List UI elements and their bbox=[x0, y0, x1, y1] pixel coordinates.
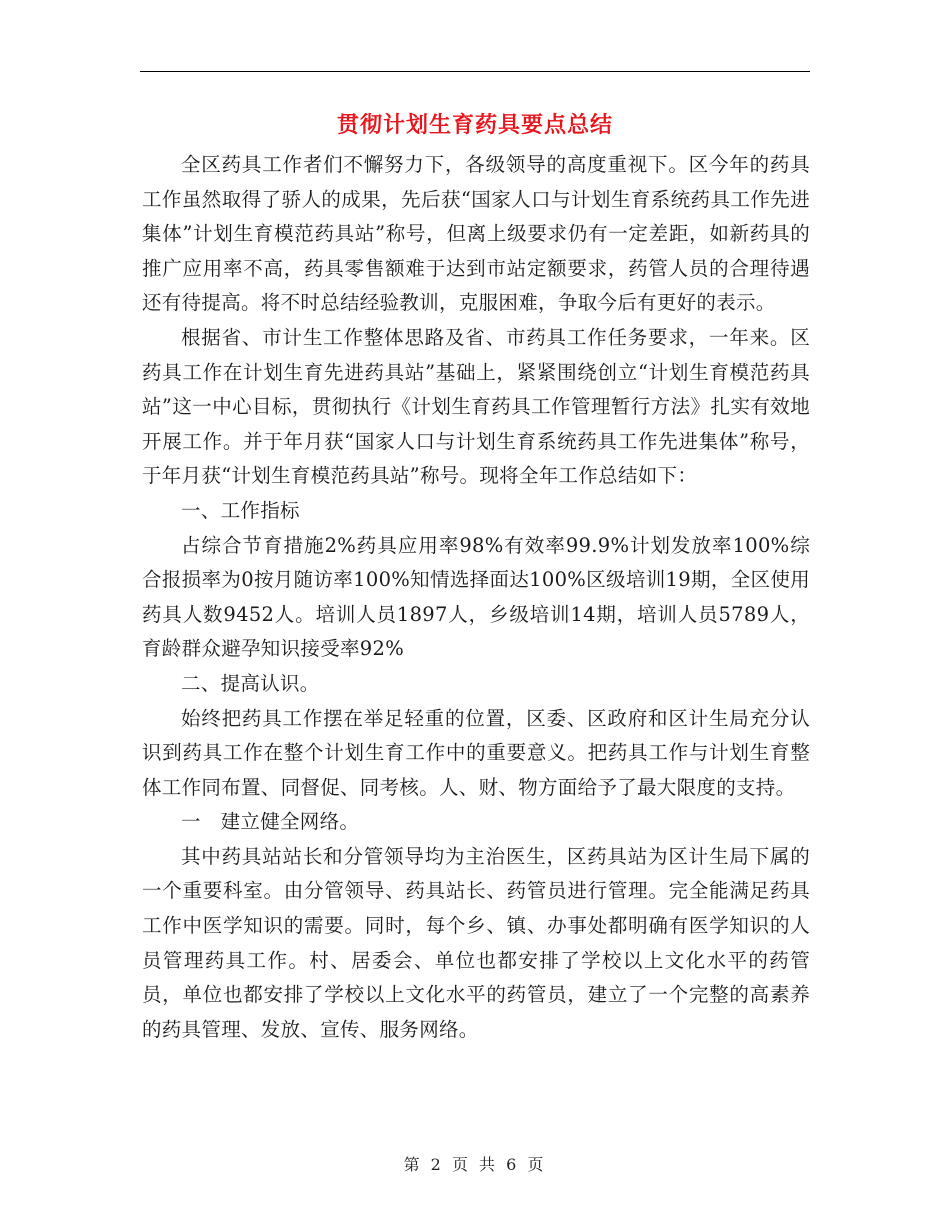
section-heading-network: 一 建立健全网络。 bbox=[181, 810, 360, 834]
paragraph-intro: 全区药具工作者们不懈努力下，各级领导的高度重视下。区今年的药具工作虽然取得了骄人的成果，先后获“国家人口与计划生育系统药具工作先进集体”计划生育模范药具站”称号，但离上级要求仍有一定差距，如新药具的推广应用率不高，药具零售额难于达到市站定额要求，药管人员的合理待遇还有待提高。将不时总结经验教训，克服困难，争取今后有更好的表示。 bbox=[142, 153, 810, 315]
section-heading-work-indicators: 一、工作指标 bbox=[181, 498, 300, 522]
paragraph-background: 根据省、市计生工作整体思路及省、市药具工作任务要求，一年来。区药具工作在计划生育先进药具站”基础上，紧紧围绕创立“计划生育模范药具站”这一中心目标，贯彻执行《计划生育药具工作管理暂行方法》扎实有效地开展工作。并于年月获“国家人口与计划生育系统药具工作先进集体”称号，于年月获“计划生育模范药具站”称号。现将全年工作总结如下： bbox=[142, 325, 810, 488]
paragraph-network: 其中药具站站长和分管领导均为主治医生，区药具站为区计生局下属的一个重要科室。由分管领导、药具站长、药管员进行管理。完全能满足药具工作中医学知识的需要。同时，每个乡、镇、办事处都明确有医学知识的人员管理药具工作。村、居委会、单位也都安排了学校以上文化水平的药管员，单位也都安排了学校以上文化水平的药管员，建立了一个完整的高素养的药具管理、发放、宣传、服务网络。 bbox=[142, 844, 810, 1041]
paragraph-indicators: 占综合节育措施2%药具应用率98%有效率99.9%计划发放率100%综合报损率为0按月随访率100%知情选择面达100%区级培训19期，全区使用药具人数9452人。培训人员1897人，乡级培训14期，培训人员5789人，育龄群众避孕知识接受率92% bbox=[142, 533, 810, 661]
section-heading-raise-awareness: 二、提高认识。 bbox=[181, 671, 320, 695]
document-body bbox=[142, 148, 810, 1047]
page-number: 第 2 页 共 6 页 bbox=[403, 1155, 547, 1174]
paragraph-awareness: 始终把药具工作摆在举足轻重的位置，区委、区政府和区计生局充分认识到药具工作在整个计划生育工作中的重要意义。把药具工作与计划生育整体工作同布置、同督促、同考核。人、财、物方面给予了最大限度的支持。 bbox=[142, 706, 810, 799]
document-title: 贯彻计划生育药具要点总结 bbox=[336, 112, 613, 138]
header-rule bbox=[140, 71, 810, 72]
